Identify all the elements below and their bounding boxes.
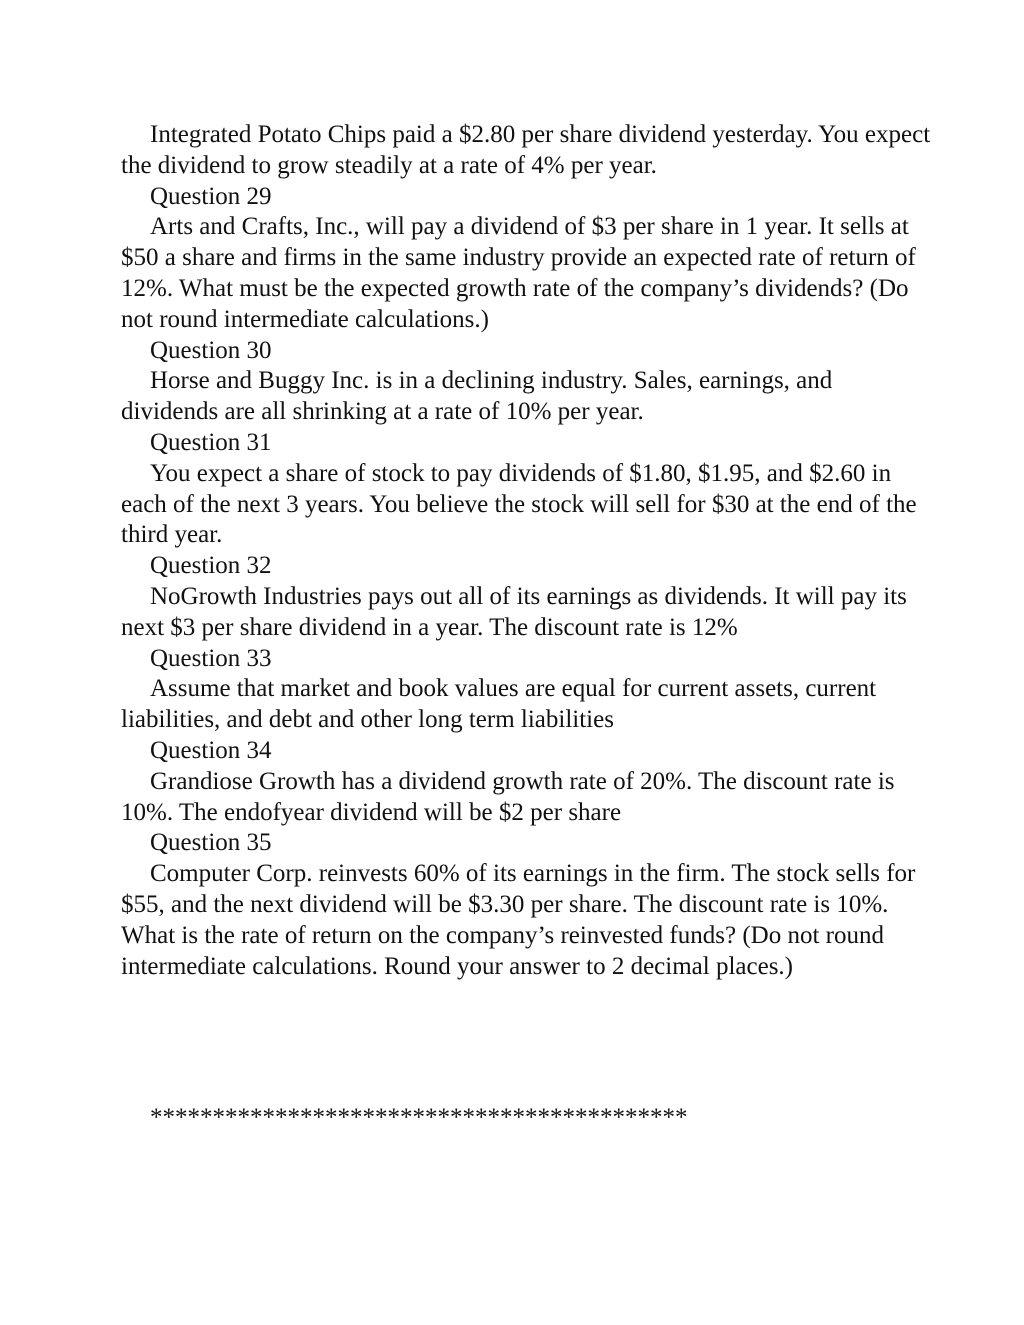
paragraph-stock-dividends: You expect a share of stock to pay dividends of $1.80, $1.95, and $2.60 in each of the next 3 years. You believe the stock will sell for $30 at the end of the third year. <box>121 459 917 549</box>
question-32-heading: Question 32 <box>150 552 272 580</box>
paragraph-horse-and-buggy: Horse and Buggy Inc. is in a declining industry. Sales, earnings, and dividends are all shrinking at a rate of 10% per year. <box>121 367 833 426</box>
document-body <box>121 120 931 982</box>
question-34-heading: Question 34 <box>150 736 272 764</box>
paragraph-arts-and-crafts: Arts and Crafts, Inc., will pay a dividend of $3 per share in 1 year. It sells at $50 a share and firms in the same industry provide an expected rate of return of 12%. What must be the expected growth rate of the company’s dividends? (Do not round intermediate calculations.) <box>121 213 916 333</box>
question-30-heading: Question 30 <box>150 336 272 364</box>
paragraph-computer-corp: Computer Corp. reinvests 60% of its earnings in the firm. The stock sells for $55, and the next dividend will be $3.30 per share. The discount rate is 10%. What is the rate of return on the company’s reinvested funds? (Do not round intermediate calculations. Round your answer to 2 decimal places.) <box>121 860 916 980</box>
question-31-heading: Question 31 <box>150 428 272 456</box>
paragraph-integrated-potato-chips: Integrated Potato Chips paid a $2.80 per share dividend yesterday. You expect the dividend to grow steadily at a rate of 4% per year. <box>121 121 931 179</box>
question-35-heading: Question 35 <box>150 829 272 857</box>
question-29-heading: Question 29 <box>150 182 272 210</box>
paragraph-grandiose-growth: Grandiose Growth has a dividend growth rate of 20%. The discount rate is 10%. The endofyear dividend will be $2 per share <box>121 767 895 826</box>
question-33-heading: Question 33 <box>150 644 272 672</box>
paragraph-market-book-values: Assume that market and book values are equal for current assets, current liabilities, and debt and other long term liabilities <box>121 675 877 734</box>
asterisk-divider: ******************************************* <box>150 1104 688 1131</box>
paragraph-nogrowth-industries: NoGrowth Industries pays out all of its earnings as dividends. It will pay its next $3 per share dividend in a year. The discount rate is 12% <box>121 582 907 641</box>
